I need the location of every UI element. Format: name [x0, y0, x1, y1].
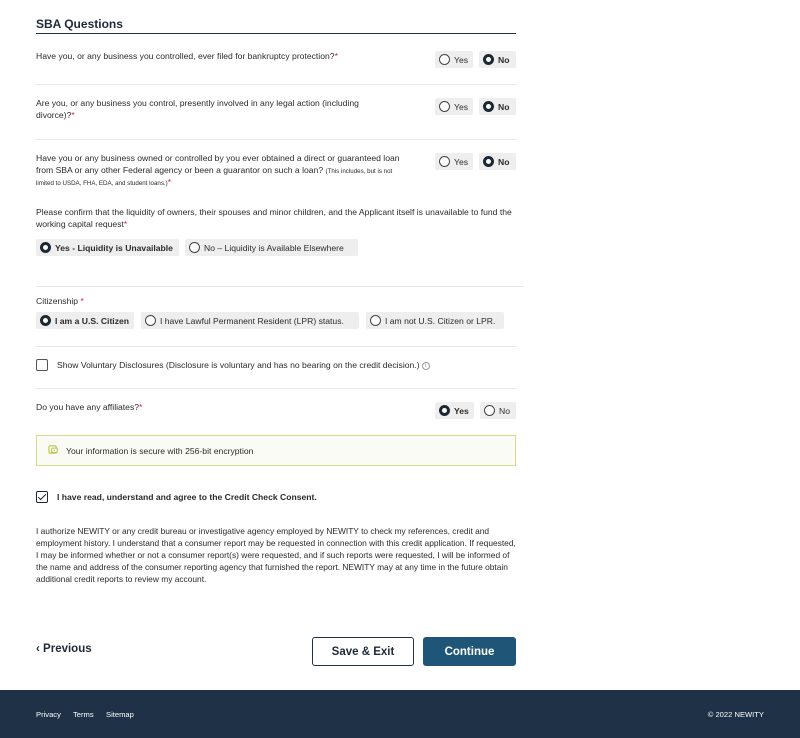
radio-unselected-icon	[439, 101, 450, 112]
loan-yes-option[interactable]	[435, 153, 473, 170]
question-legal-text: Are you, or any business you control, presently involved in any legal action (including divorce)?	[36, 98, 359, 120]
required-marker: *	[71, 109, 75, 120]
citizenship-us-citizen-option[interactable]	[36, 312, 134, 329]
voluntary-disclosures-label	[57, 360, 430, 372]
copyright: © 2022 NEWITY	[707, 710, 764, 719]
radio-selected-icon	[40, 242, 51, 253]
question-liquidity-text: Please confirm that the liquidity of owners, their spouses and minor children, and the Applicant itself is unavailable to fund the working capital request	[36, 207, 512, 229]
question-affiliates	[36, 402, 142, 414]
secure-encryption-notice	[36, 435, 516, 466]
option-label: No	[499, 405, 510, 416]
option-label: I am not U.S. Citizen or LPR.	[385, 315, 496, 326]
bankruptcy-no-option[interactable]	[479, 51, 516, 68]
radio-unselected-icon	[145, 315, 156, 326]
question-liquidity	[36, 207, 520, 230]
affiliates-no-option[interactable]	[480, 402, 516, 419]
credit-authorization-disclaimer: I authorize NEWITY or any credit bureau or investigative agency employed by NEWITY to check my references, credit and employment history. I understand that a consumer report may be requested in connection with this credit application. If requested, I may be informed whether or not a consumer report(s) were requested, and if such reports were requested, I will be informed of the name and address of the consumer reporting agency that furnished the report. NEWITY may at any time in the future obtain additional credit reports to review my account.	[36, 526, 516, 585]
question-loan-note: (This includes, but is not limited to USDA, FHA, EDA, and student loans.)	[36, 167, 393, 187]
divider	[36, 139, 516, 140]
footer-link-sitemap[interactable]: Sitemap	[106, 710, 134, 719]
chevron-left-icon: ‹	[36, 643, 40, 655]
liquidity-no-option[interactable]	[185, 239, 358, 256]
info-icon[interactable]: i	[422, 362, 430, 370]
voluntary-disclosures-checkbox[interactable]	[36, 359, 48, 371]
divider	[36, 388, 516, 389]
radio-selected-icon	[483, 101, 494, 112]
continue-button[interactable]: Continue	[423, 637, 516, 666]
footer-link-terms[interactable]: Terms	[73, 710, 94, 719]
question-bankruptcy-text: Have you, or any business you controlled, ever filed for bankruptcy protection?	[36, 51, 335, 61]
required-marker: *	[334, 51, 338, 61]
radio-unselected-icon	[189, 242, 200, 253]
citizenship-not-citizen-option[interactable]	[366, 312, 504, 329]
radio-selected-icon	[40, 315, 51, 326]
secure-notice-text: Your information is secure with 256-bit encryption	[66, 445, 254, 456]
radio-unselected-icon	[439, 156, 450, 167]
radio-unselected-icon	[439, 54, 450, 65]
question-bankruptcy	[36, 51, 426, 63]
radio-unselected-icon	[484, 405, 495, 416]
legal-yes-option[interactable]	[435, 98, 473, 115]
option-label: Yes	[454, 54, 469, 65]
previous-link[interactable]	[36, 643, 92, 655]
credit-consent-checkbox[interactable]	[36, 491, 48, 503]
footer-link-privacy[interactable]: Privacy	[36, 710, 61, 719]
option-label: I am a U.S. Citizen	[55, 315, 130, 326]
radio-selected-icon	[483, 156, 494, 167]
required-marker: *	[123, 218, 128, 229]
legal-no-option[interactable]	[479, 98, 516, 115]
credit-consent-label: I have read, understand and agree to the Credit Check Consent.	[57, 492, 317, 502]
question-loan	[36, 153, 408, 190]
required-marker: *	[167, 177, 172, 187]
option-label: No	[498, 156, 510, 167]
affiliates-yes-option[interactable]	[435, 402, 474, 419]
question-legal	[36, 98, 396, 121]
section-title-underline	[36, 33, 516, 34]
save-exit-button[interactable]: Save & Exit	[312, 637, 414, 666]
footer	[0, 690, 800, 738]
citizenship-label	[36, 296, 84, 308]
radio-selected-icon	[439, 405, 450, 416]
radio-unselected-icon	[370, 315, 381, 326]
required-marker: *	[80, 296, 84, 306]
option-label: I have Lawful Permanent Resident (LPR) status.	[160, 315, 344, 326]
radio-selected-icon	[483, 54, 494, 65]
previous-label: Previous	[43, 643, 92, 655]
option-label: Yes - Liquidity is Unavailable	[55, 242, 173, 253]
option-label: Yes	[454, 405, 469, 416]
option-label: No – Liquidity is Available Elsewhere	[204, 242, 344, 253]
shield-lock-icon	[48, 442, 59, 460]
bankruptcy-yes-option[interactable]	[435, 51, 473, 68]
liquidity-yes-option[interactable]	[36, 239, 179, 256]
option-label: Yes	[454, 101, 469, 112]
citizenship-lpr-option[interactable]	[141, 312, 359, 329]
option-label: Yes	[454, 156, 469, 167]
option-label: No	[498, 101, 510, 112]
divider	[36, 286, 524, 287]
divider	[36, 346, 516, 347]
question-affiliates-text: Do you have any affiliates?	[36, 402, 140, 412]
loan-no-option[interactable]	[479, 153, 516, 170]
voluntary-disclosures-text: Show Voluntary Disclosures (Disclosure is voluntary and has no bearing on the credit decision.)	[57, 360, 420, 370]
question-loan-text: Have you or any business owned or controlled by you ever obtained a direct or guaranteed loan from SBA or any other Federal agency or been a guarantor on such a loan?	[36, 153, 400, 175]
citizenship-label-text: Citizenship	[36, 296, 79, 306]
option-label: No	[498, 54, 510, 65]
section-title: SBA Questions	[36, 17, 123, 31]
required-marker: *	[139, 402, 143, 412]
divider	[36, 84, 516, 85]
